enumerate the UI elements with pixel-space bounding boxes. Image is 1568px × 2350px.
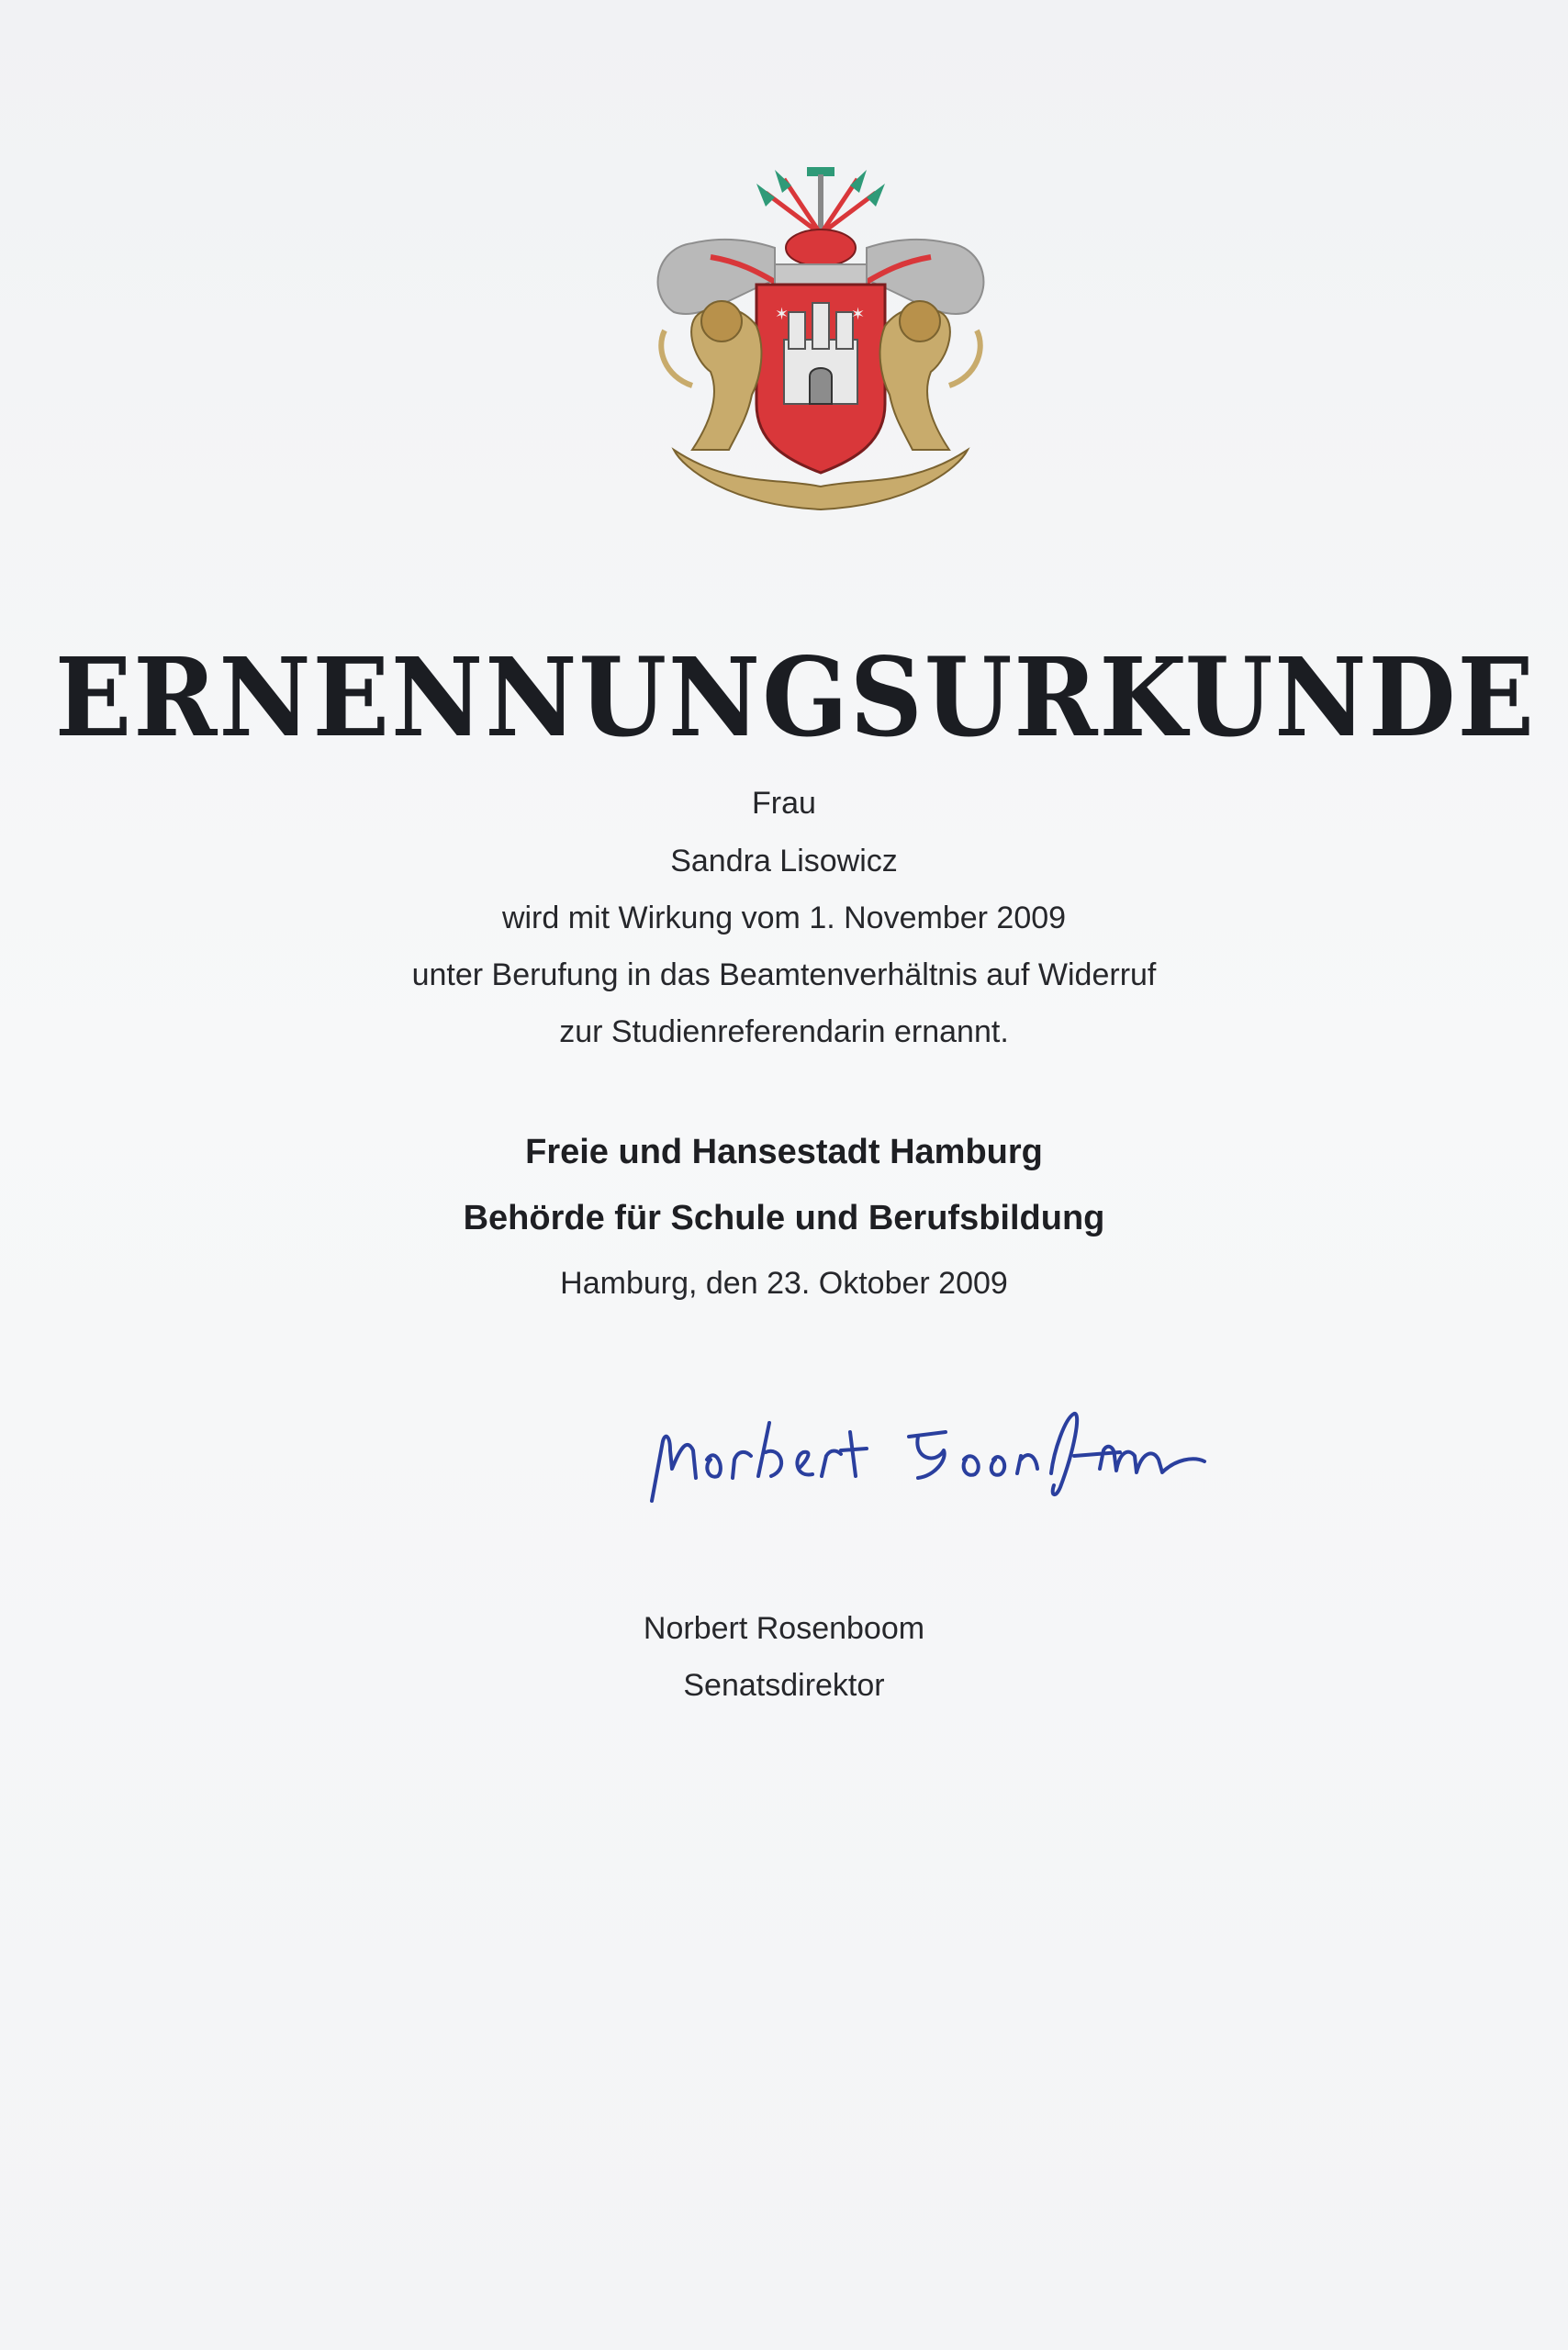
body-line-2: unter Berufung in das Beamtenverhältnis auf Widerruf bbox=[411, 957, 1157, 992]
body-line-3: zur Studienreferendarin ernannt. bbox=[559, 1014, 1009, 1049]
hamburg-coat-of-arms-icon bbox=[637, 156, 1004, 514]
page-title: ERNENNUNGSURKUNDE bbox=[54, 633, 1536, 761]
signatory-title: Senatsdirektor bbox=[683, 1668, 885, 1703]
authority-name: Freie und Hansestadt Hamburg bbox=[525, 1133, 1043, 1171]
svg-text:✶: ✶ bbox=[775, 305, 790, 324]
place-date: Hamburg, den 23. Oktober 2009 bbox=[560, 1266, 1008, 1301]
salutation: Frau bbox=[752, 786, 816, 821]
signature bbox=[643, 1395, 1212, 1515]
signatory-name: Norbert Rosenboom bbox=[643, 1611, 925, 1646]
authority-department: Behörde für Schule und Berufsbildung bbox=[463, 1199, 1105, 1237]
svg-text:✶: ✶ bbox=[851, 305, 866, 324]
recipient-name: Sandra Lisowicz bbox=[670, 844, 898, 878]
body-line-1: wird mit Wirkung vom 1. November 2009 bbox=[501, 901, 1067, 935]
